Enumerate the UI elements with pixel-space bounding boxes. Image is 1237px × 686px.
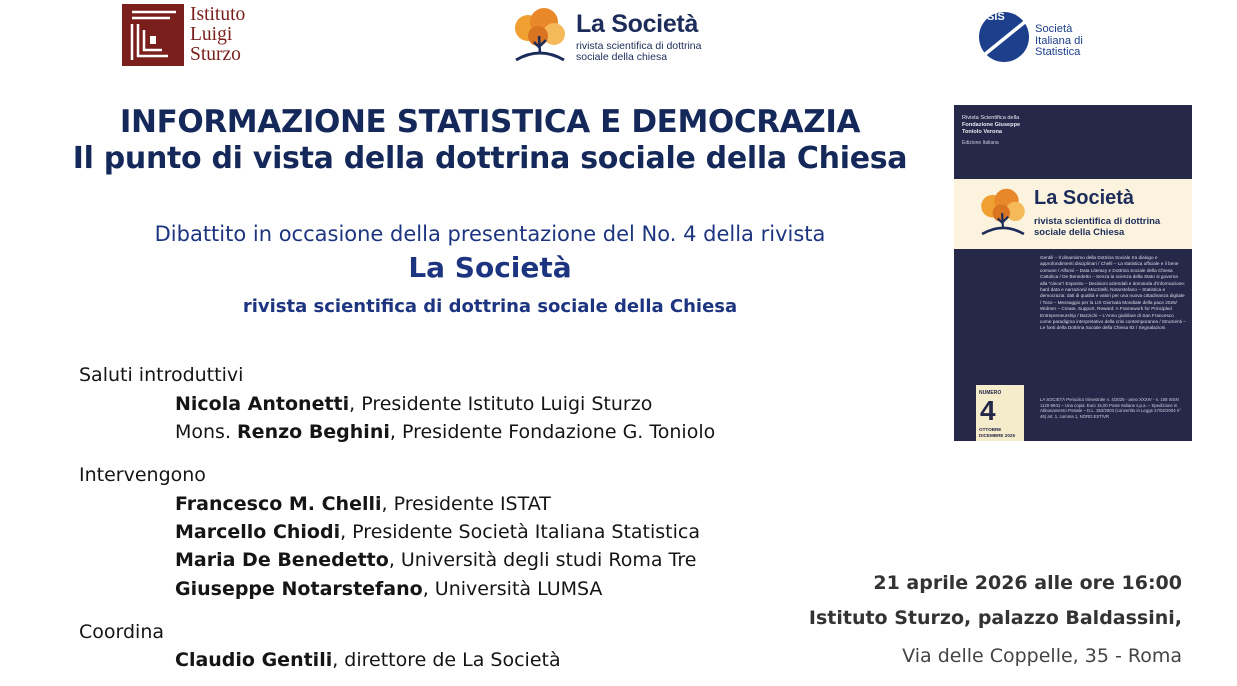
intro-text: Dibattito in occasione della presentazione del No. 4 della rivista [154, 222, 826, 246]
la-societa-logo [510, 6, 725, 70]
cover-subtitle-line2: sociale della Chiesa [1034, 226, 1125, 238]
cover-contents: Gentili – Il dinamismo della Dottrina Sociale tra dialogo e approfondimenti disciplinari / Chelli – La statistica ufficiale e il bene comune / Alfonsi – Data Literacy e Dottrina Sociale della Chiesa Cattolica / De Benedetto – Senza la scienza della Stato si governa alla "cieca"/ Esposito – Decisioni aziendali e domanda d'informazione: hard data e narrazioni/ Mazzitelli, Notarstefano – Statistica e democrazia: dati di qualità e valori per una nuova cittadinanza digitale / Toso – Messaggio per la LIX Giornata Mondiale della pace 2026/ Widmer – Create, Support, Reward: A Framework for Principled Entrepreneurship / Bazzichi – L'Anno giubilare di San Francesco come paradigma interpretativo della crisi contemporanea / Strumenti – Le fonti della Dottrina Sociale della Chiesa 92 / Segnalazioni [1040, 255, 1186, 331]
speaker-role: , Presidente Fondazione G. Toniolo [389, 421, 716, 443]
speaker-item [175, 490, 551, 518]
sis-logo-line1: Società [1035, 23, 1073, 35]
cover-issue-label: NUMERO [979, 390, 1002, 396]
main-subtitle: Il punto di vista della dottrina sociale della Chiesa [72, 141, 908, 176]
moderator-item [175, 646, 561, 674]
speaker-name: Maria De Benedetto [175, 549, 389, 571]
cover-tree-icon [976, 187, 1030, 241]
speaker-role: , Presidente ISTAT [381, 493, 551, 515]
main-title: INFORMAZIONE STATISTICA E DEMOCRAZIA [119, 104, 861, 140]
cover-title-band [954, 179, 1192, 249]
speaker-name: Marcello Chiodi [175, 521, 341, 543]
cover-journal-name: La Società [1034, 187, 1135, 209]
sturzo-logo-line2: Luigi [190, 24, 233, 45]
cover-issue-box [976, 385, 1024, 441]
section-heading-speakers: Intervengono [79, 464, 206, 486]
istituto-sturzo-logo [122, 4, 282, 68]
cover-issue-number: 4 [980, 395, 996, 426]
cover-issue-date1: OTTOBRE [979, 427, 1002, 432]
sis-logo-line2: Italiana di [1035, 34, 1083, 47]
cover-publisher-line1: Rivista Scientifica della [962, 115, 1020, 121]
event-address: Via delle Coppelle, 35 - Roma [902, 645, 1182, 667]
speaker-name: Claudio Gentili [175, 649, 333, 671]
speaker-name: Giuseppe Notarstefano [175, 578, 423, 600]
speaker-role: , Presidente Società Italiana Statistica [340, 521, 700, 543]
speaker-item [175, 518, 700, 546]
speaker-role: , Presidente Istituto Luigi Sturzo [349, 393, 653, 415]
event-venue: Istituto Sturzo, palazzo Baldassini, [808, 607, 1182, 629]
greeting-item [175, 418, 715, 446]
tree-icon [510, 6, 570, 68]
societa-logo-sub1: rivista scientifica di dottrina [576, 40, 702, 52]
sis-logo [978, 3, 1138, 71]
speaker-role: , direttore de La Società [332, 649, 561, 671]
cover-subtitle-line1: rivista scientifica di dottrina [1034, 216, 1161, 227]
event-date: 21 aprile 2026 alle ore 16:00 [873, 572, 1182, 594]
section-heading-moderator: Coordina [79, 621, 165, 643]
sis-logo-line3: Statistica [1035, 46, 1081, 59]
journal-cover-image [954, 105, 1192, 441]
speaker-item [175, 575, 602, 603]
journal-tagline: rivista scientifica di dottrina sociale della Chiesa [242, 296, 738, 317]
speaker-name: Nicola Antonetti [175, 393, 350, 415]
greeting-item [175, 390, 652, 418]
sis-mark: SIS [987, 11, 1005, 23]
societa-logo-sub2: sociale della chiesa [576, 51, 668, 63]
speaker-prefix: Mons. [175, 421, 238, 443]
cover-issue-date2: DICEMBRE 2025 [979, 432, 1015, 438]
cover-imprint: LA SOCIETÀ Periodico trimestrale n. 4/2025 - anno XXXIV - n. 108 ISSN 1120-9941 – Una copia: Euro 15,00 Poste Italiane s.p.a. – Spedizione in Abbonamento Postale – D.L. 353/2003 (convertito in Legge 27/02/2004 n° 46) art. 1, comma 1, NORD EST/VR [1040, 397, 1181, 419]
speaker-item [175, 546, 696, 574]
speaker-name: Renzo Beghini [237, 421, 390, 443]
section-heading-greetings: Saluti introduttivi [79, 364, 244, 386]
speaker-name: Francesco M. Chelli [175, 493, 382, 515]
speaker-role: , Università degli studi Roma Tre [388, 549, 697, 571]
sturzo-emblem-icon [122, 4, 184, 66]
cover-publisher-line2: Fondazione Giuseppe [962, 122, 1021, 128]
journal-name: La Società [408, 251, 572, 284]
cover-edition: Edizione Italiana [962, 140, 999, 146]
cover-publisher-line3: Toniolo Verona [962, 129, 1002, 135]
sturzo-logo-line3: Sturzo [190, 44, 241, 65]
sturzo-logo-line1: Istituto [190, 4, 246, 25]
sis-emblem-icon [978, 3, 1032, 71]
societa-logo-name: La Società [576, 10, 699, 38]
speaker-role: , Università LUMSA [422, 578, 603, 600]
